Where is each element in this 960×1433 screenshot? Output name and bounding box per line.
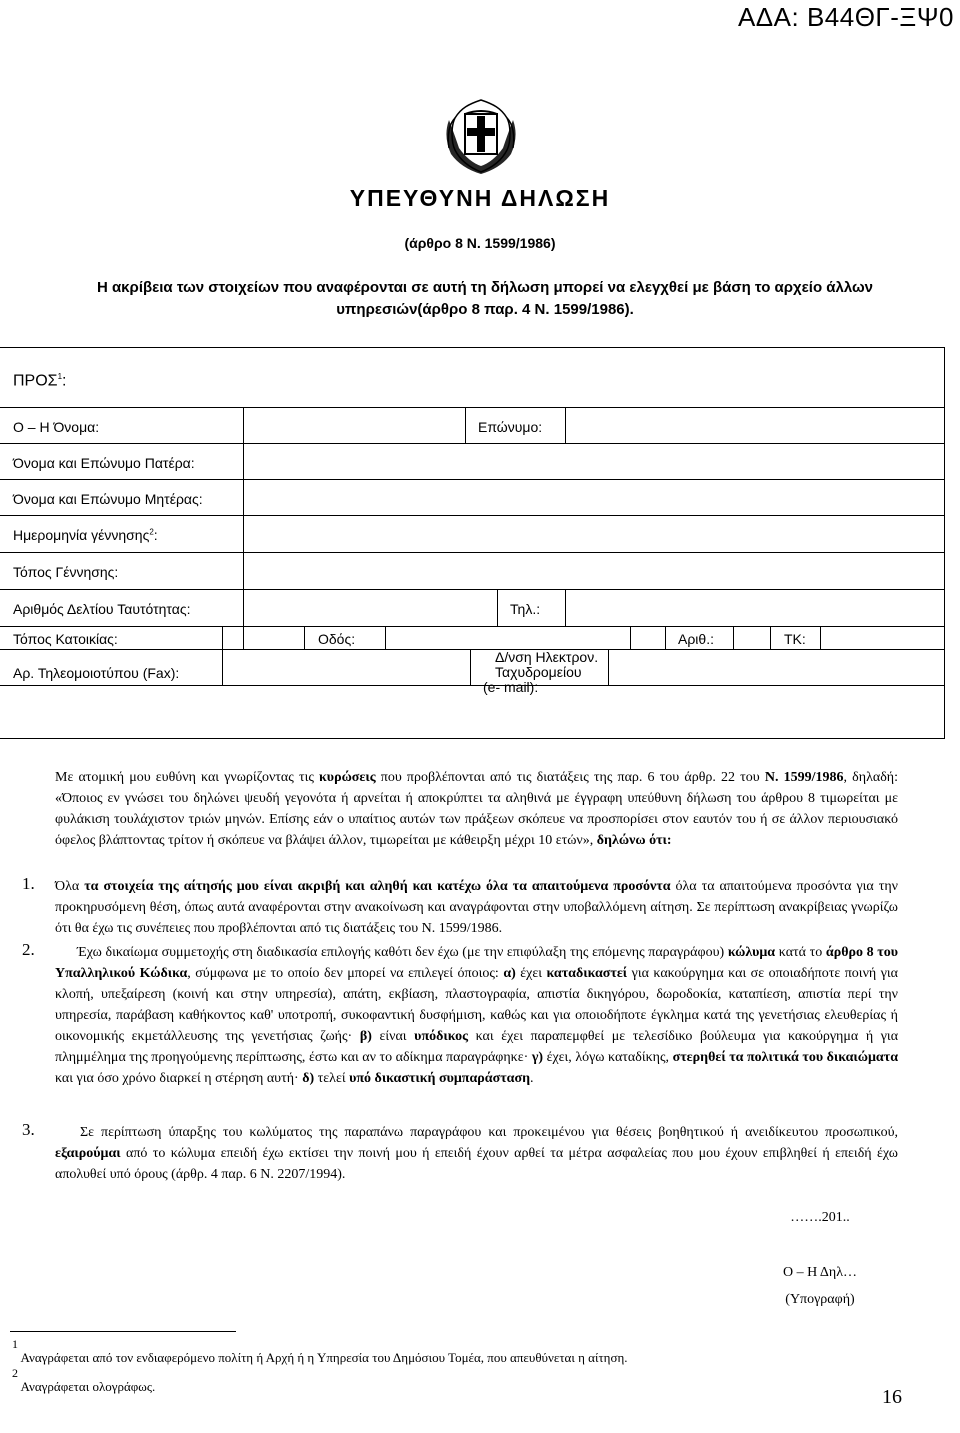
mother-name-label: Όνομα και Επώνυμο Μητέρας: (13, 491, 203, 507)
id-number-label: Αριθμός Δελτίου Ταυτότητας: (13, 601, 191, 617)
surname-label: Επώνυμο: (478, 419, 543, 435)
father-name-label: Όνομα και Επώνυμο Πατέρα: (13, 455, 195, 471)
item-number: 1. (22, 874, 35, 893)
declarant-label: Ο – Η Δηλ… (782, 1265, 858, 1280)
signature-date: …….201.. (790, 1210, 850, 1225)
birthdate-label: Ημερομηνία γέννησης$^2$: (13, 527, 158, 543)
page-number: 16 (882, 1386, 902, 1408)
residence-label: Τόπος Κατοικίας: (13, 631, 118, 647)
declaration-form (0, 347, 945, 739)
item-number: 3. (22, 1120, 35, 1139)
footnote-2: $^2$ Αναγράφεται ολογράφως. (12, 1366, 156, 1395)
name-label: Ο – Η Όνομα: (13, 419, 100, 435)
greek-coat-of-arms-icon (441, 96, 521, 176)
phone-label: Τηλ.: (510, 601, 541, 617)
footnote-1: $^1$ Αναγράφεται από τον ενδιαφερόμενο πολίτη ή Αρχή ή η Υπηρεσία του Δημόσιου Τομέα, που απευθύνεται η αίτηση. (12, 1337, 628, 1366)
declaration-item-1: Όλα τα στοιχεία της αίτησής μου είναι ακριβή και αληθή και κατέχω όλα τα απαιτούμενα προσόντα όλα τα απαιτούμενα προσόντα για την προκηρυσόμενη θέση, όπως αυτά αναφέρονται στην ανακοίνωση και αναγράφονται στην υποβαλλόμενη αίτηση. Σε περίπτωση ανακρίβειας γνωρίζω ότι θα έχω τις συνέπειες που προβλέπονται από τις διατάξεις του Ν. 1599/1986. (55, 879, 898, 936)
declaration-item-2: Έχω δικαίωμα συμμετοχής στη διαδικασία επιλογής καθότι δεν έχω (με την επιφύλαξη της επόμενης παραγράφου) κώλυμα κατά το άρθρο 8 του Υπαλληλικού Κώδικα, σύμφωνα με το οποίο δεν μπορεί να επιλεγεί όποιος: α) έχει καταδικαστεί για κακούργημα και σε οποιαδήποτε ποινή για κλοπή, υπεξαίρεση (κοινή και στην υπηρεσία), απάτη, εκβίαση, πλαστογραφία, απιστία δικηγόρου, δωροδοκία, καταπίεση, απιστία περί την υπηρεσία, παράβαση καθήκοντος καθ' υποτροπή, συκοφαντική δυσφήμιση, καθώς και για οποιοδήποτε έγκλημα κατά της γενετήσιας ελευθερίας ή οικονομικής εκμετάλλευσης της γενετήσιας ζωής· β) είναι υπόδικος και έχει παραπεμφθεί με τελεσίδικο βούλευμα για κακούργημα ή για πλημμέλημα της προηγούμενης περίπτωσης, έστω και αν το αδίκημα παραγράφηκε· γ) έχει, λόγω καταδίκης, στερηθεί τα πολιτικά του δικαιώματα και για όσο χρόνο διαρκεί η στέρηση αυτή· δ) τελεί υπό δικαστική συμπαράσταση. (55, 945, 899, 1086)
document-subtitle: (άρθρο 8 Ν. 1599/1986) (404, 235, 556, 251)
street-label: Οδός: (318, 631, 356, 647)
signature-label: (Υπογραφή) (785, 1292, 855, 1307)
email-label: Δ/νση Ηλεκτρον. Ταχυδρομείου (e- mail): (483, 649, 599, 695)
item-number: 2. (22, 940, 35, 959)
accuracy-notice: Η ακρίβεια των στοιχείων που αναφέρονται σε αυτή τη δήλωση μπορεί να ελεγχθεί με βάση το αρχείο άλλων υπηρεσιών(άρθρο 8 παρ. 4 Ν. 1599/1986). (96, 279, 874, 318)
document-title: ΥΠΕΥΘΥΝΗ ΔΗΛΩΣΗ (349, 185, 611, 211)
to-label: ΠΡΟΣ$^1$: (13, 372, 67, 390)
postcode-label: ΤΚ: (784, 631, 806, 647)
birthplace-label: Τόπος Γέννησης: (13, 564, 119, 580)
declaration-paragraph: Με ατομική μου ευθύνη και γνωρίζοντας τις κυρώσεις που προβλέπονται από τις διατάξεις της παρ. 6 του άρθρ. 22 του Ν. 1599/1986, δηλαδή: «Όποιος εν γνώσει του δηλώνει ψευδή γεγονότα ή αρνείται ή αποκρύπτει τα αληθινά με έγγραφη υπεύθυνη δήλωση του άρθρου 8 τιμωρείται με φυλάκιση τουλάχιστον τριών μηνών. Επίσης εάν ο υπαίτιος αυτών των πράξεων σκόπευε να προσπορίσει στον εαυτόν του ή σε άλλον περιουσιακό όφελος βλάπτοντας τρίτον ή σκόπευε να βλάψει άλλον, τιμωρείται με κάθειρξη μέχρι 10 ετών», δηλώνω ότι: (55, 770, 899, 848)
ada-code: ΑΔΑ: Β44ΘΓ-ΞΨ0 (737, 2, 954, 32)
street-number-label: Αριθ.: (678, 631, 714, 647)
footnote-separator (10, 1331, 236, 1332)
fax-label: Αρ. Τηλεομοιοτύπου (Fax): (13, 665, 180, 681)
declaration-item-3: Σε περίπτωση ύπαρξης του κωλύματος της παραπάνω παραγράφου και προκειμένου για θέσεις βοηθητικού ή ανειδίκευτου προσωπικού, εξαιρούμαι από το κώλυμα επειδή έχω εκτίσει την ποινή μου ή επειδή έχουν αρθεί τα μέτρα ασφαλείας που μου έχουν επιβληθεί ή επειδή έχω απολυθεί υπό όρους (άρθρ. 4 παρ. 6 Ν. 2207/1994). (55, 1125, 898, 1182)
